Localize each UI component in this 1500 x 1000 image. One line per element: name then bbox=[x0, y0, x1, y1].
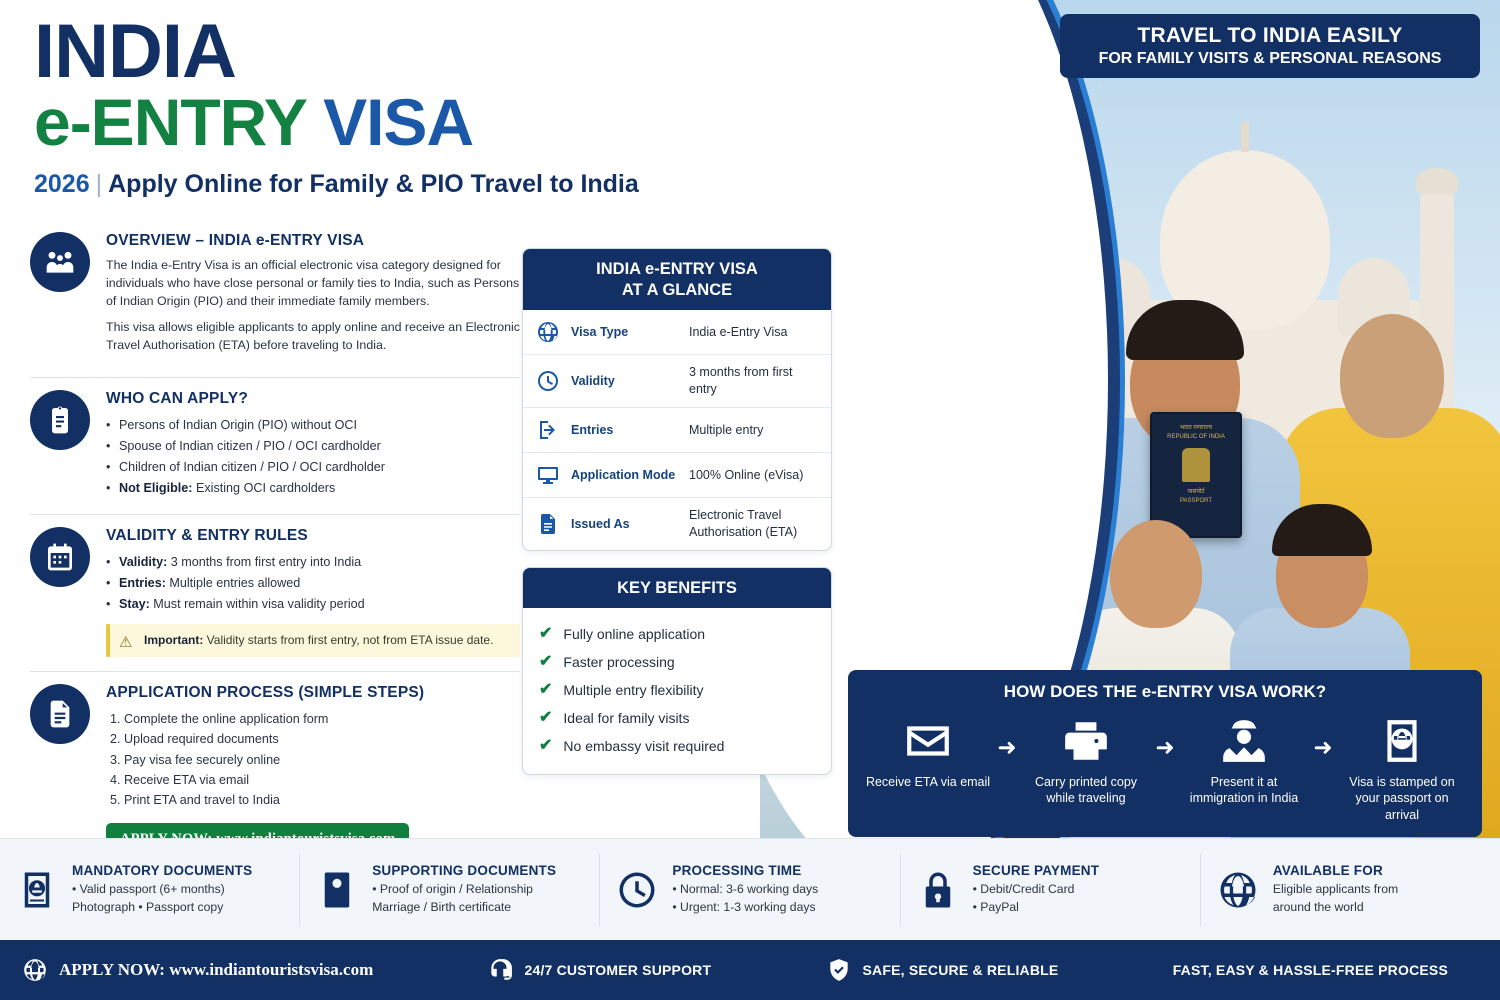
row-value: 3 months from first entry bbox=[689, 365, 793, 397]
top-banner-line2: FOR FAMILY VISITS & PERSONAL REASONS bbox=[1098, 50, 1442, 67]
father-hair bbox=[1126, 300, 1244, 360]
feature-available-for bbox=[1200, 854, 1500, 926]
feature-line: Photograph • Passport copy bbox=[72, 899, 224, 914]
title-eentry: e-ENTRY bbox=[34, 84, 306, 159]
feature-title: SUPPORTING DOCUMENTS bbox=[372, 862, 557, 878]
feature-line: • Urgent: 1-3 working days bbox=[672, 899, 816, 914]
passport-line2: REPUBLIC OF INDIA bbox=[1167, 434, 1225, 440]
key-benefits-header: KEY BENEFITS bbox=[523, 568, 831, 609]
item-label: Stay: bbox=[119, 596, 150, 611]
passport-prop bbox=[1150, 412, 1242, 538]
monitor-icon bbox=[535, 462, 561, 488]
key-benefits-list bbox=[523, 608, 831, 774]
list-item bbox=[537, 676, 817, 704]
row-value: India e-Entry Visa bbox=[689, 324, 788, 339]
mother-head bbox=[1340, 314, 1444, 438]
title-visa bbox=[34, 84, 639, 159]
page-title bbox=[34, 9, 639, 199]
id-card-icon bbox=[314, 867, 360, 913]
item-label: Entries: bbox=[119, 575, 166, 590]
application-process-title: APPLICATION PROCESS (SIMPLE STEPS) bbox=[106, 683, 425, 701]
arrow-icon: ➜ bbox=[1155, 734, 1175, 760]
row-value: Multiple entry bbox=[689, 422, 764, 437]
feature-supporting-documents bbox=[299, 854, 599, 926]
overview-title: OVERVIEW – INDIA e-ENTRY VISA bbox=[106, 232, 365, 249]
who-can-apply-title: WHO CAN APPLY? bbox=[106, 389, 249, 407]
at-a-glance-title-line2: AT A GLANCE bbox=[621, 280, 733, 299]
list-item: 3. Pay visa fee securely online bbox=[124, 750, 520, 770]
row-label: Application Mode bbox=[571, 468, 676, 482]
note-text: Validity starts from first entry, not from ETA issue date. bbox=[203, 633, 494, 648]
footer-safe-text: SAFE, SECURE & RELIABLE bbox=[862, 962, 1059, 978]
headset-icon bbox=[487, 957, 513, 983]
family-icon bbox=[30, 232, 90, 292]
who-can-apply-list bbox=[106, 415, 520, 500]
subtitle-text: Apply Online for Family & PIO Travel to India bbox=[108, 170, 639, 199]
table-row bbox=[523, 355, 831, 408]
how-step bbox=[1022, 712, 1150, 807]
list-item: • Persons of Indian Origin (PIO) without OCI bbox=[106, 415, 520, 436]
not-eligible-text: Existing OCI cardholders bbox=[192, 481, 336, 496]
top-banner bbox=[1060, 14, 1480, 78]
feature-mandatory-documents bbox=[0, 854, 299, 926]
table-row bbox=[523, 498, 831, 550]
item-label: Validity: bbox=[119, 554, 168, 569]
list-item bbox=[106, 594, 520, 615]
passport-line3: पासपोर्ट bbox=[1187, 489, 1205, 495]
validity-rules-list bbox=[106, 552, 520, 615]
feature-line: Eligible applicants from bbox=[1272, 881, 1399, 896]
row-value: 100% Online (eVisa) bbox=[689, 467, 804, 482]
footer-apply-text bbox=[59, 960, 373, 980]
how-step-label: Receive ETA via email bbox=[865, 775, 991, 789]
not-eligible-label: Not Eligible: bbox=[119, 481, 193, 496]
key-benefits-card bbox=[522, 567, 832, 776]
divider bbox=[30, 671, 520, 672]
section-who-can-apply bbox=[30, 390, 520, 500]
feature-title: MANDATORY DOCUMENTS bbox=[72, 862, 253, 878]
item-text: Must remain within visa validity period bbox=[149, 596, 365, 611]
arrow-icon: ➜ bbox=[1313, 734, 1333, 760]
how-it-works-panel bbox=[848, 670, 1482, 837]
passport-line4: PASSPORT bbox=[1179, 498, 1213, 504]
check-icon: ✔ bbox=[539, 681, 553, 699]
clock-icon bbox=[535, 368, 561, 394]
check-icon: ✔ bbox=[539, 737, 553, 755]
arrow-icon: ➜ bbox=[997, 734, 1017, 760]
overview-paragraph-1: The India e-Entry Visa is an official electronic visa category designed for individuals who have close personal or family ties to India, such as Persons of Indian Origin (PIO) and their immediate family members. bbox=[106, 258, 520, 308]
feature-title: SECURE PAYMENT bbox=[972, 862, 1100, 878]
top-banner-line1: TRAVEL TO INDIA EASILY bbox=[1137, 24, 1403, 47]
list-item bbox=[537, 704, 817, 732]
table-row bbox=[523, 453, 831, 498]
list-item: 5. Print ETA and travel to India bbox=[124, 790, 520, 810]
benefit-label: No embassy visit required bbox=[563, 738, 725, 755]
passport-globe-icon bbox=[1338, 712, 1466, 770]
document-icon bbox=[30, 684, 90, 744]
footer-fast-text: FAST, EASY & HASSLE-FREE PROCESS bbox=[1172, 962, 1449, 978]
list-item bbox=[537, 648, 817, 676]
footer-support-text: 24/7 CUSTOMER SUPPORT bbox=[524, 962, 712, 978]
document-icon bbox=[535, 511, 561, 537]
row-label: Visa Type bbox=[571, 325, 629, 340]
features-strip bbox=[0, 838, 1500, 940]
important-note bbox=[106, 624, 520, 657]
feature-secure-payment bbox=[900, 854, 1200, 926]
list-item: 2. Upload required documents bbox=[124, 729, 520, 749]
check-icon: ✔ bbox=[539, 709, 553, 727]
how-step bbox=[1338, 712, 1466, 823]
row-label: Validity bbox=[571, 374, 615, 389]
divider bbox=[30, 377, 520, 378]
printer-icon bbox=[1022, 712, 1150, 770]
footer-support bbox=[465, 953, 733, 987]
title-visa-word: VISA bbox=[323, 84, 474, 159]
feature-line: Marriage / Birth certificate bbox=[372, 899, 512, 914]
section-validity-rules bbox=[30, 527, 520, 657]
benefit-label: Multiple entry flexibility bbox=[563, 682, 704, 699]
list-item bbox=[106, 573, 520, 594]
footer-apply-label: APPLY NOW: bbox=[59, 960, 170, 979]
officer-icon bbox=[1180, 712, 1308, 770]
validity-rules-title: VALIDITY & ENTRY RULES bbox=[106, 526, 308, 544]
check-icon: ✔ bbox=[539, 653, 553, 671]
calendar-icon bbox=[30, 527, 90, 587]
item-text: 3 months from first entry into India bbox=[167, 554, 362, 569]
row-label: Entries bbox=[571, 423, 614, 437]
at-a-glance-header bbox=[523, 249, 831, 310]
check-icon: ✔ bbox=[539, 625, 553, 643]
benefit-label: Faster processing bbox=[563, 654, 675, 671]
table-row bbox=[523, 408, 831, 453]
how-it-works-title: HOW DOES THE e-ENTRY VISA WORK? bbox=[1003, 682, 1327, 701]
list-item-not-eligible bbox=[106, 478, 520, 499]
passport-icon bbox=[14, 867, 60, 913]
section-application-process bbox=[30, 684, 520, 856]
list-item: • Spouse of Indian citizen / PIO / OCI cardholder bbox=[106, 436, 520, 457]
footer-fast bbox=[1151, 953, 1470, 987]
overview-paragraph-2: This visa allows eligible applicants to apply online and receive an Electronic Travel Authorisation (ETA) before traveling to India. bbox=[106, 319, 520, 352]
feature-line: • PayPal bbox=[972, 899, 1019, 914]
divider bbox=[30, 514, 520, 515]
left-sections bbox=[30, 232, 520, 870]
globe-icon bbox=[535, 319, 561, 345]
passport-line1: भारत गणराज्य bbox=[1180, 425, 1212, 431]
globe-icon bbox=[1215, 867, 1261, 913]
shield-check-icon bbox=[826, 957, 852, 983]
feature-line: • Debit/Credit Card bbox=[972, 881, 1075, 896]
item-text: Multiple entries allowed bbox=[165, 575, 301, 590]
table-row bbox=[523, 310, 831, 355]
how-step bbox=[1180, 712, 1308, 807]
row-value: Electronic Travel Authorisation (ETA) bbox=[689, 508, 798, 539]
title-subtitle: 2026 | Apply Online for Family & PIO Travel to India bbox=[34, 170, 639, 199]
list-item bbox=[537, 732, 817, 760]
at-a-glance-title-line1: INDIA e-ENTRY VISA bbox=[596, 260, 758, 278]
footer-bar bbox=[0, 940, 1500, 1000]
at-a-glance-card bbox=[522, 248, 832, 551]
list-item bbox=[537, 620, 817, 648]
how-it-works-steps bbox=[858, 712, 1472, 823]
how-step-label: Present it at immigration in India bbox=[1189, 775, 1299, 806]
title-india: INDIA bbox=[34, 9, 236, 94]
entry-door-icon bbox=[535, 417, 561, 443]
footer-apply-now[interactable] bbox=[0, 953, 395, 987]
warning-icon: ⚠ bbox=[119, 634, 133, 652]
clipboard-check-icon bbox=[30, 390, 90, 450]
feature-title: AVAILABLE FOR bbox=[1272, 862, 1383, 878]
list-item bbox=[106, 552, 520, 573]
how-step bbox=[864, 712, 992, 790]
title-year: 2026 bbox=[34, 170, 90, 199]
globe-icon bbox=[22, 957, 48, 983]
note-label: Important: bbox=[144, 633, 204, 648]
benefit-label: Ideal for family visits bbox=[563, 710, 690, 727]
list-item: • Children of Indian citizen / PIO / OCI cardholder bbox=[106, 457, 520, 478]
envelope-icon bbox=[864, 712, 992, 770]
application-process-steps bbox=[124, 709, 520, 811]
how-step-label: Carry printed copy while traveling bbox=[1034, 775, 1138, 806]
row-label: Issued As bbox=[571, 516, 630, 531]
feature-title: PROCESSING TIME bbox=[672, 862, 802, 878]
list-item: 1. Complete the online application form bbox=[124, 709, 520, 729]
girl-head bbox=[1110, 520, 1202, 628]
feature-line: around the world bbox=[1272, 899, 1364, 914]
how-step-label: Visa is stamped on your passport on arrival bbox=[1349, 775, 1455, 822]
feature-line: • Valid passport (6+ months) bbox=[72, 881, 225, 896]
middle-cards bbox=[522, 248, 832, 791]
feature-line: • Proof of origin / Relationship bbox=[372, 881, 533, 896]
clock-icon bbox=[614, 867, 660, 913]
passport-emblem-icon bbox=[1182, 448, 1210, 482]
feature-line: • Normal: 3-6 working days bbox=[672, 881, 819, 896]
benefit-label: Fully online application bbox=[563, 626, 706, 643]
footer-safe bbox=[804, 953, 1081, 987]
feature-processing-time bbox=[599, 854, 899, 926]
list-item: 4. Receive ETA via email bbox=[124, 770, 520, 790]
footer-url: www.indiantouristsvisa.com bbox=[169, 960, 374, 979]
lock-icon bbox=[915, 867, 961, 913]
section-overview bbox=[30, 232, 520, 363]
